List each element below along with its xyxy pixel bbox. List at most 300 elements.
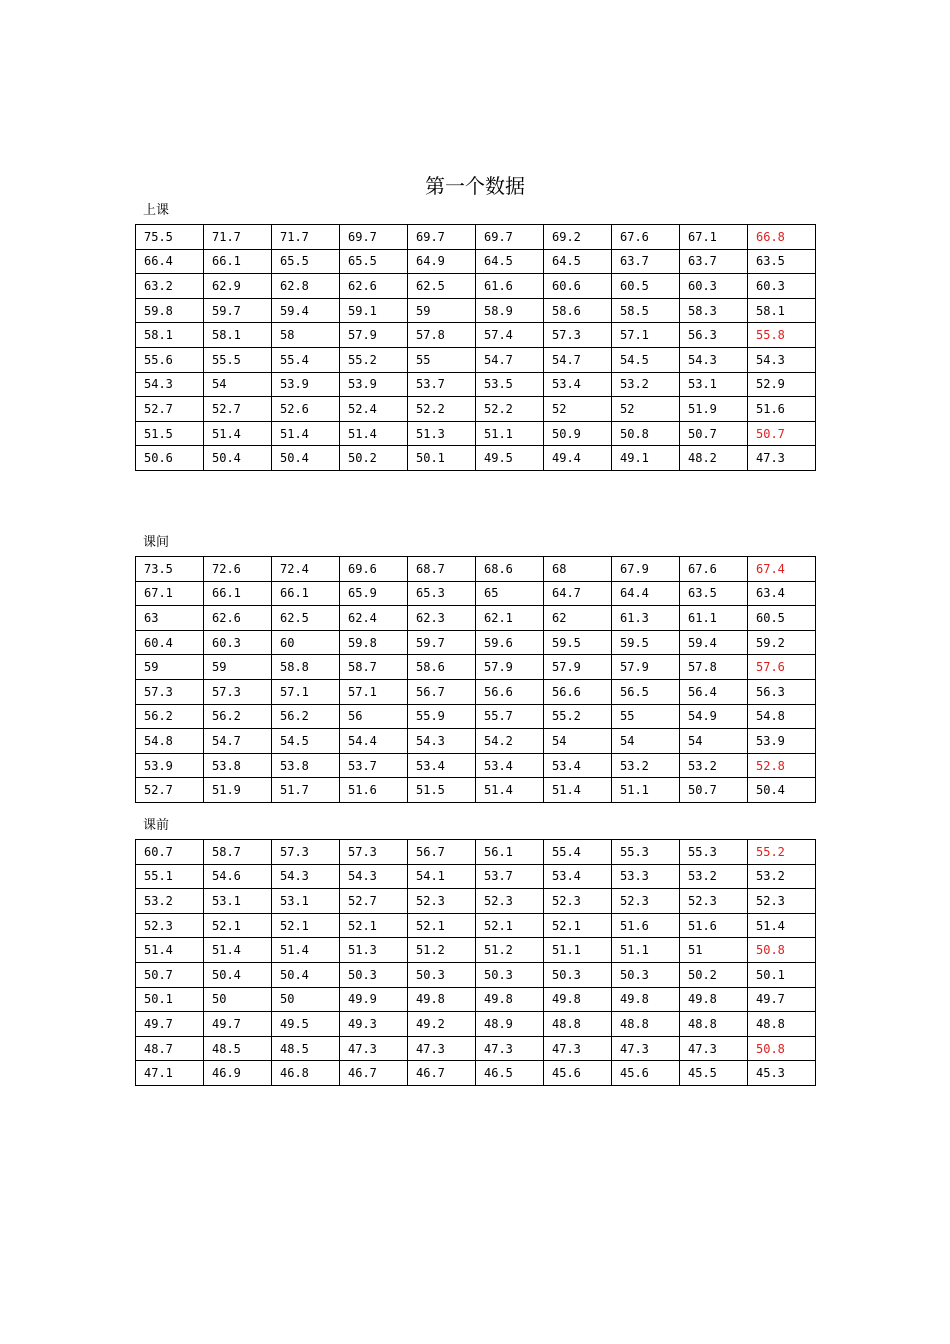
- table-cell: 67.1: [680, 225, 748, 250]
- table-cell: 50.8: [748, 938, 816, 963]
- table-cell: 51.3: [340, 938, 408, 963]
- table-cell: 50.7: [136, 962, 204, 987]
- table-cell: 59.5: [612, 630, 680, 655]
- table-cell: 63.5: [680, 581, 748, 606]
- table-cell: 50.4: [272, 446, 340, 471]
- table-cell: 54.3: [748, 347, 816, 372]
- table-cell: 50.6: [136, 446, 204, 471]
- table-cell: 72.4: [272, 557, 340, 582]
- section-label-2: 课间: [143, 535, 170, 550]
- table-cell: 61.3: [612, 606, 680, 631]
- table-cell: 62.5: [408, 274, 476, 299]
- table-cell: 62.1: [476, 606, 544, 631]
- table-cell: 52.1: [340, 913, 408, 938]
- table-cell: 53.9: [748, 729, 816, 754]
- table-cell: 58.7: [204, 840, 272, 865]
- table-cell: 54.9: [680, 704, 748, 729]
- table-cell: 68.6: [476, 557, 544, 582]
- table-cell: 58.5: [612, 298, 680, 323]
- table-cell: 53.4: [544, 864, 612, 889]
- table-cell: 49.8: [612, 987, 680, 1012]
- table-cell: 64.5: [544, 249, 612, 274]
- table-cell: 66.4: [136, 249, 204, 274]
- table-cell: 51.1: [544, 938, 612, 963]
- table-cell: 59.1: [340, 298, 408, 323]
- table-cell: 52.8: [748, 753, 816, 778]
- table-row: [136, 655, 816, 680]
- table-cell: 60.7: [136, 840, 204, 865]
- table-cell: 50.8: [748, 1036, 816, 1061]
- table-cell: 65.5: [340, 249, 408, 274]
- table-cell: 60.4: [136, 630, 204, 655]
- table-row: [136, 372, 816, 397]
- table-cell: 56.4: [680, 679, 748, 704]
- table-cell: 59.5: [544, 630, 612, 655]
- table-row: [136, 630, 816, 655]
- table-cell: 49.8: [476, 987, 544, 1012]
- table-cell: 48.8: [544, 1012, 612, 1037]
- table-cell: 72.6: [204, 557, 272, 582]
- table-cell: 45.6: [544, 1061, 612, 1086]
- table-cell: 54: [612, 729, 680, 754]
- table-cell: 53.2: [612, 753, 680, 778]
- table-cell: 57.8: [408, 323, 476, 348]
- table-cell: 57.3: [340, 840, 408, 865]
- table-cell: 49.2: [408, 1012, 476, 1037]
- table-cell: 45.5: [680, 1061, 748, 1086]
- table-cell: 58.9: [476, 298, 544, 323]
- table-cell: 59.7: [204, 298, 272, 323]
- table-cell: 58.3: [680, 298, 748, 323]
- table-cell: 54.1: [408, 864, 476, 889]
- table-cell: 62: [544, 606, 612, 631]
- table-cell: 56.2: [204, 704, 272, 729]
- table-row: [136, 864, 816, 889]
- table-cell: 57.1: [340, 679, 408, 704]
- table-cell: 54.7: [476, 347, 544, 372]
- table-cell: 57.9: [544, 655, 612, 680]
- table-cell: 67.9: [612, 557, 680, 582]
- table-cell: 57.9: [476, 655, 544, 680]
- table-cell: 50.3: [476, 962, 544, 987]
- table-cell: 53.1: [204, 889, 272, 914]
- table-cell: 52.3: [408, 889, 476, 914]
- table-cell: 75.5: [136, 225, 204, 250]
- table-cell: 48.8: [680, 1012, 748, 1037]
- table-cell: 57.9: [340, 323, 408, 348]
- table-cell: 62.4: [340, 606, 408, 631]
- table-cell: 55.4: [272, 347, 340, 372]
- table-cell: 54: [204, 372, 272, 397]
- table-cell: 62.8: [272, 274, 340, 299]
- data-table-1: [135, 224, 816, 471]
- table-row: [136, 323, 816, 348]
- table-cell: 52.2: [476, 397, 544, 422]
- table-cell: 73.5: [136, 557, 204, 582]
- table-row: [136, 679, 816, 704]
- table-cell: 45.6: [612, 1061, 680, 1086]
- table-cell: 53.4: [476, 753, 544, 778]
- table-cell: 67.4: [748, 557, 816, 582]
- table-cell: 62.6: [204, 606, 272, 631]
- table-cell: 52.7: [340, 889, 408, 914]
- table-row: [136, 249, 816, 274]
- table-cell: 52.3: [748, 889, 816, 914]
- table-cell: 53.3: [612, 864, 680, 889]
- table-cell: 59.8: [136, 298, 204, 323]
- table-cell: 49.1: [612, 446, 680, 471]
- table-cell: 49.8: [408, 987, 476, 1012]
- table-cell: 51.4: [204, 421, 272, 446]
- table-cell: 49.5: [476, 446, 544, 471]
- table-cell: 56.1: [476, 840, 544, 865]
- table-cell: 54.7: [544, 347, 612, 372]
- table-cell: 63.7: [612, 249, 680, 274]
- table-cell: 59: [204, 655, 272, 680]
- table-cell: 60.3: [748, 274, 816, 299]
- table-cell: 51.4: [204, 938, 272, 963]
- table-cell: 50.1: [748, 962, 816, 987]
- table-cell: 63.2: [136, 274, 204, 299]
- table-cell: 57.9: [612, 655, 680, 680]
- table-cell: 54.3: [340, 864, 408, 889]
- table-cell: 55.1: [136, 864, 204, 889]
- table-cell: 49.8: [680, 987, 748, 1012]
- table-cell: 53.7: [408, 372, 476, 397]
- table-row: [136, 274, 816, 299]
- table-cell: 53.2: [680, 864, 748, 889]
- table-cell: 48.9: [476, 1012, 544, 1037]
- table-cell: 48.8: [748, 1012, 816, 1037]
- table-cell: 48.7: [136, 1036, 204, 1061]
- table-cell: 65: [476, 581, 544, 606]
- table-cell: 50.8: [612, 421, 680, 446]
- table-cell: 46.7: [408, 1061, 476, 1086]
- table-cell: 51.2: [476, 938, 544, 963]
- table-cell: 58.6: [408, 655, 476, 680]
- table-cell: 52.1: [408, 913, 476, 938]
- table-cell: 52: [612, 397, 680, 422]
- table-row: [136, 581, 816, 606]
- table-cell: 53.2: [136, 889, 204, 914]
- table-cell: 67.1: [136, 581, 204, 606]
- table-cell: 59.6: [476, 630, 544, 655]
- table-cell: 53.7: [340, 753, 408, 778]
- table-cell: 55.5: [204, 347, 272, 372]
- table-cell: 56: [340, 704, 408, 729]
- table-cell: 62.3: [408, 606, 476, 631]
- table-cell: 50.4: [204, 446, 272, 471]
- table-cell: 54: [680, 729, 748, 754]
- table-cell: 51.3: [408, 421, 476, 446]
- data-table-3: [135, 839, 816, 1086]
- table-cell: 50.1: [136, 987, 204, 1012]
- table-cell: 67.6: [612, 225, 680, 250]
- table-row: [136, 778, 816, 803]
- table-cell: 63.4: [748, 581, 816, 606]
- table-cell: 53.9: [272, 372, 340, 397]
- table-cell: 51.9: [680, 397, 748, 422]
- table-cell: 50.3: [408, 962, 476, 987]
- table-cell: 66.1: [204, 581, 272, 606]
- table-cell: 53.5: [476, 372, 544, 397]
- table-cell: 59.7: [408, 630, 476, 655]
- table-cell: 55.6: [136, 347, 204, 372]
- table-cell: 68: [544, 557, 612, 582]
- table-cell: 60: [272, 630, 340, 655]
- table-cell: 51.6: [612, 913, 680, 938]
- table-cell: 57.1: [272, 679, 340, 704]
- table-cell: 56.6: [544, 679, 612, 704]
- table-cell: 53.4: [544, 372, 612, 397]
- table-cell: 47.3: [680, 1036, 748, 1061]
- table-cell: 50.7: [680, 421, 748, 446]
- table-cell: 49.7: [136, 1012, 204, 1037]
- table-cell: 52.3: [612, 889, 680, 914]
- table-row: [136, 446, 816, 471]
- table-row: [136, 421, 816, 446]
- table-cell: 63.5: [748, 249, 816, 274]
- table-cell: 50.3: [612, 962, 680, 987]
- table-cell: 51.4: [544, 778, 612, 803]
- table-cell: 51.6: [748, 397, 816, 422]
- table-cell: 51.4: [340, 421, 408, 446]
- table-cell: 49.3: [340, 1012, 408, 1037]
- table-cell: 59: [136, 655, 204, 680]
- table-cell: 47.1: [136, 1061, 204, 1086]
- table-cell: 66.1: [204, 249, 272, 274]
- table-cell: 65.5: [272, 249, 340, 274]
- table-cell: 54.4: [340, 729, 408, 754]
- table-row: [136, 913, 816, 938]
- table-cell: 52.3: [680, 889, 748, 914]
- table-cell: 48.5: [272, 1036, 340, 1061]
- table-cell: 51.1: [612, 938, 680, 963]
- table-cell: 50.3: [544, 962, 612, 987]
- table-cell: 51.4: [476, 778, 544, 803]
- table-cell: 52.3: [136, 913, 204, 938]
- table-cell: 54.7: [204, 729, 272, 754]
- table-cell: 54.3: [408, 729, 476, 754]
- table-cell: 50: [204, 987, 272, 1012]
- table-cell: 54: [544, 729, 612, 754]
- table-cell: 47.3: [408, 1036, 476, 1061]
- table-cell: 53.9: [136, 753, 204, 778]
- table-cell: 57.6: [748, 655, 816, 680]
- data-table-2: [135, 556, 816, 803]
- table-cell: 53.8: [204, 753, 272, 778]
- table-cell: 55.3: [612, 840, 680, 865]
- table-cell: 51.6: [680, 913, 748, 938]
- table-cell: 56.3: [680, 323, 748, 348]
- table-cell: 49.7: [748, 987, 816, 1012]
- table-row: [136, 889, 816, 914]
- table-cell: 60.3: [680, 274, 748, 299]
- table-cell: 53.1: [272, 889, 340, 914]
- table-cell: 52.1: [476, 913, 544, 938]
- table-cell: 50.1: [408, 446, 476, 471]
- table-cell: 54.8: [136, 729, 204, 754]
- table-cell: 55.2: [748, 840, 816, 865]
- table-cell: 66.8: [748, 225, 816, 250]
- table-cell: 58.1: [136, 323, 204, 348]
- table-cell: 50.4: [204, 962, 272, 987]
- table-cell: 57.3: [204, 679, 272, 704]
- table-cell: 66.1: [272, 581, 340, 606]
- table-cell: 56.6: [476, 679, 544, 704]
- table-cell: 67.6: [680, 557, 748, 582]
- table-cell: 65.3: [408, 581, 476, 606]
- section-label-3: 课前: [143, 818, 170, 833]
- table-cell: 61.6: [476, 274, 544, 299]
- table-cell: 71.7: [204, 225, 272, 250]
- table-cell: 69.2: [544, 225, 612, 250]
- table-cell: 68.7: [408, 557, 476, 582]
- table-row: [136, 1012, 816, 1037]
- table-cell: 52.3: [476, 889, 544, 914]
- table-cell: 53.2: [748, 864, 816, 889]
- table-cell: 57.4: [476, 323, 544, 348]
- table-cell: 55: [408, 347, 476, 372]
- table-cell: 45.3: [748, 1061, 816, 1086]
- table-cell: 46.9: [204, 1061, 272, 1086]
- table-cell: 55.8: [748, 323, 816, 348]
- table-cell: 46.7: [340, 1061, 408, 1086]
- table-cell: 60.5: [612, 274, 680, 299]
- table-cell: 69.7: [476, 225, 544, 250]
- table-cell: 50.9: [544, 421, 612, 446]
- table-cell: 55.4: [544, 840, 612, 865]
- table-cell: 54.8: [748, 704, 816, 729]
- table-cell: 50.7: [680, 778, 748, 803]
- table-row: [136, 347, 816, 372]
- table-cell: 51.4: [272, 938, 340, 963]
- table-cell: 59.2: [748, 630, 816, 655]
- table-cell: 65.9: [340, 581, 408, 606]
- table-cell: 51.6: [340, 778, 408, 803]
- table-cell: 54.3: [272, 864, 340, 889]
- table-cell: 60.5: [748, 606, 816, 631]
- table-cell: 60.3: [204, 630, 272, 655]
- table-row: [136, 962, 816, 987]
- table-cell: 47.3: [340, 1036, 408, 1061]
- table-cell: 52.2: [408, 397, 476, 422]
- table-cell: 48.2: [680, 446, 748, 471]
- table-cell: 62.5: [272, 606, 340, 631]
- section-label-1: 上课: [143, 203, 170, 218]
- table-cell: 51.5: [136, 421, 204, 446]
- table-cell: 55.9: [408, 704, 476, 729]
- table-row: [136, 938, 816, 963]
- table-cell: 55.2: [340, 347, 408, 372]
- table-cell: 64.4: [612, 581, 680, 606]
- table-row: [136, 397, 816, 422]
- table-row: [136, 606, 816, 631]
- table-cell: 50.7: [748, 421, 816, 446]
- table-cell: 54.5: [612, 347, 680, 372]
- table-cell: 52.1: [272, 913, 340, 938]
- table-row: [136, 1036, 816, 1061]
- table-cell: 62.6: [340, 274, 408, 299]
- table-cell: 56.2: [136, 704, 204, 729]
- table-row: [136, 298, 816, 323]
- table-row: [136, 729, 816, 754]
- page-title: 第一个数据: [425, 174, 525, 198]
- table-cell: 51.1: [612, 778, 680, 803]
- table-row: [136, 840, 816, 865]
- table-cell: 58.1: [204, 323, 272, 348]
- table-cell: 57.1: [612, 323, 680, 348]
- table-cell: 57.3: [272, 840, 340, 865]
- table-cell: 56.7: [408, 679, 476, 704]
- table-row: [136, 225, 816, 250]
- table-cell: 49.4: [544, 446, 612, 471]
- table-cell: 57.8: [680, 655, 748, 680]
- table-cell: 58.1: [748, 298, 816, 323]
- table-cell: 53.8: [272, 753, 340, 778]
- table-cell: 58: [272, 323, 340, 348]
- table-cell: 54.3: [680, 347, 748, 372]
- table-cell: 51.5: [408, 778, 476, 803]
- table-cell: 53.4: [408, 753, 476, 778]
- table-cell: 53.1: [680, 372, 748, 397]
- table-cell: 57.3: [136, 679, 204, 704]
- table-row: [136, 557, 816, 582]
- table-cell: 55.2: [544, 704, 612, 729]
- table-cell: 69.7: [408, 225, 476, 250]
- table-cell: 47.3: [476, 1036, 544, 1061]
- table-cell: 56.5: [612, 679, 680, 704]
- table-cell: 51.4: [136, 938, 204, 963]
- table-cell: 59.8: [340, 630, 408, 655]
- table-cell: 59.4: [680, 630, 748, 655]
- table-cell: 51.9: [204, 778, 272, 803]
- table-cell: 51.4: [748, 913, 816, 938]
- table-cell: 58.7: [340, 655, 408, 680]
- table-cell: 49.7: [204, 1012, 272, 1037]
- table-cell: 54.2: [476, 729, 544, 754]
- table-cell: 54.5: [272, 729, 340, 754]
- table-cell: 52: [544, 397, 612, 422]
- table-cell: 52.7: [204, 397, 272, 422]
- table-cell: 51.2: [408, 938, 476, 963]
- table-cell: 56.3: [748, 679, 816, 704]
- table-cell: 47.3: [748, 446, 816, 471]
- table-cell: 52.1: [544, 913, 612, 938]
- table-cell: 50: [272, 987, 340, 1012]
- table-cell: 51: [680, 938, 748, 963]
- table-cell: 59.4: [272, 298, 340, 323]
- table-cell: 49.5: [272, 1012, 340, 1037]
- table-cell: 56.7: [408, 840, 476, 865]
- table-cell: 51.7: [272, 778, 340, 803]
- table-cell: 50.4: [272, 962, 340, 987]
- table-cell: 49.9: [340, 987, 408, 1012]
- table-cell: 55.3: [680, 840, 748, 865]
- table-cell: 54.3: [136, 372, 204, 397]
- table-cell: 55: [612, 704, 680, 729]
- table-cell: 53.4: [544, 753, 612, 778]
- table-cell: 47.3: [612, 1036, 680, 1061]
- table-row: [136, 1061, 816, 1086]
- table-cell: 54.6: [204, 864, 272, 889]
- table-cell: 59: [408, 298, 476, 323]
- table-cell: 64.7: [544, 581, 612, 606]
- table-cell: 60.6: [544, 274, 612, 299]
- table-cell: 63: [136, 606, 204, 631]
- table-cell: 53.7: [476, 864, 544, 889]
- table-cell: 53.2: [612, 372, 680, 397]
